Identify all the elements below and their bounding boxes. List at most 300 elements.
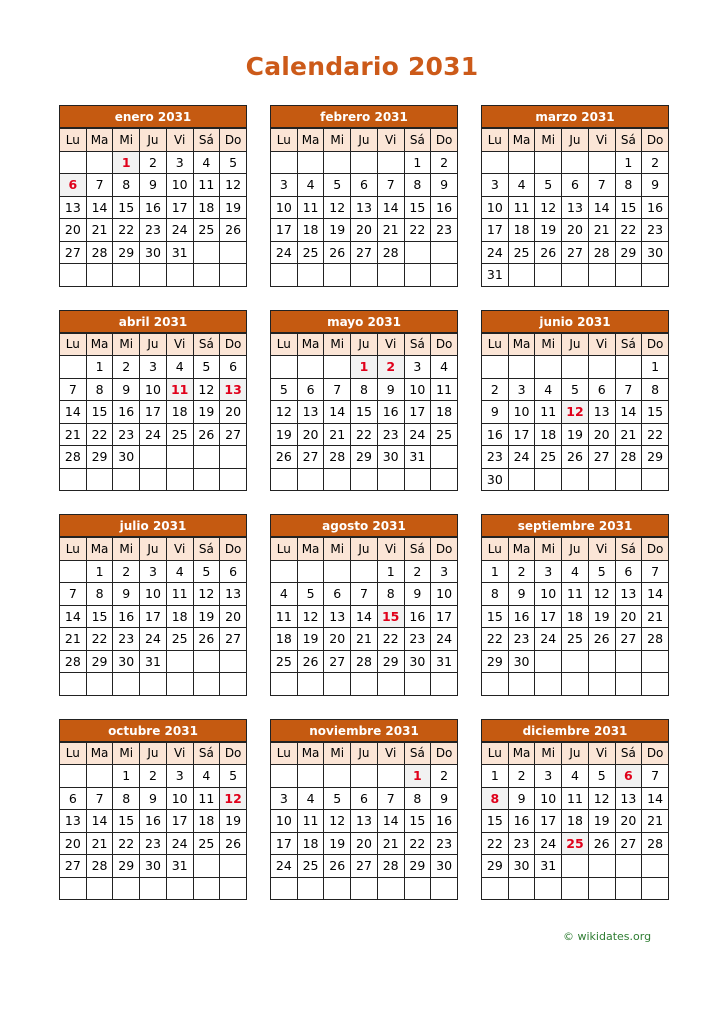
day-cell: 23 xyxy=(113,423,140,446)
day-cell: 12 xyxy=(324,810,351,833)
week-row xyxy=(271,378,458,401)
empty-day-cell xyxy=(271,877,298,900)
empty-day-cell xyxy=(562,356,589,379)
month-table xyxy=(270,333,458,492)
day-cell: 28 xyxy=(60,650,87,673)
empty-day-cell xyxy=(166,264,193,287)
day-cell: 10 xyxy=(140,583,167,606)
holiday-day-cell: 1 xyxy=(404,765,431,788)
empty-day-cell xyxy=(482,356,509,379)
week-row xyxy=(60,832,247,855)
empty-day-cell xyxy=(113,264,140,287)
day-cell: 26 xyxy=(220,219,247,242)
empty-day-cell xyxy=(588,151,615,174)
weekday-header: Mi xyxy=(113,538,140,561)
day-cell: 27 xyxy=(60,855,87,878)
day-cell: 15 xyxy=(86,401,113,424)
day-cell: 9 xyxy=(140,787,167,810)
day-cell: 2 xyxy=(140,151,167,174)
day-cell: 24 xyxy=(508,446,535,469)
empty-day-cell xyxy=(615,264,642,287)
day-cell: 8 xyxy=(113,174,140,197)
month-header: enero 2031 xyxy=(59,105,247,128)
empty-day-cell xyxy=(324,356,351,379)
day-cell: 23 xyxy=(642,219,669,242)
week-row xyxy=(271,356,458,379)
weekday-header: Vi xyxy=(377,742,404,765)
weekday-header: Vi xyxy=(166,538,193,561)
weekday-header: Ju xyxy=(351,333,378,356)
day-cell: 24 xyxy=(140,423,167,446)
weekday-header: Ju xyxy=(140,538,167,561)
day-cell: 30 xyxy=(140,241,167,264)
day-cell: 24 xyxy=(535,832,562,855)
day-cell: 8 xyxy=(351,378,378,401)
day-cell: 10 xyxy=(508,401,535,424)
weekday-header: Ju xyxy=(351,742,378,765)
empty-day-cell xyxy=(404,264,431,287)
day-cell: 27 xyxy=(220,423,247,446)
day-cell: 18 xyxy=(193,196,220,219)
day-cell: 5 xyxy=(588,765,615,788)
week-row xyxy=(482,583,669,606)
weekday-header: Lu xyxy=(482,742,509,765)
day-cell: 13 xyxy=(615,787,642,810)
weekday-header: Sá xyxy=(615,742,642,765)
empty-day-cell xyxy=(588,468,615,491)
week-row xyxy=(60,401,247,424)
holiday-day-cell: 15 xyxy=(377,605,404,628)
day-cell: 27 xyxy=(351,855,378,878)
day-cell: 30 xyxy=(113,446,140,469)
day-cell: 22 xyxy=(113,832,140,855)
week-row xyxy=(60,174,247,197)
day-cell: 19 xyxy=(588,810,615,833)
empty-day-cell xyxy=(615,877,642,900)
week-row xyxy=(271,219,458,242)
day-cell: 3 xyxy=(140,356,167,379)
day-cell: 4 xyxy=(166,356,193,379)
day-cell: 14 xyxy=(588,196,615,219)
day-cell: 26 xyxy=(297,650,324,673)
month-header: febrero 2031 xyxy=(270,105,458,128)
day-cell: 26 xyxy=(562,446,589,469)
month-header: abril 2031 xyxy=(59,310,247,333)
day-cell: 19 xyxy=(562,423,589,446)
day-cell: 14 xyxy=(377,810,404,833)
weekday-row xyxy=(482,129,669,152)
weekday-header: Ju xyxy=(562,333,589,356)
day-cell: 12 xyxy=(297,605,324,628)
empty-day-cell xyxy=(482,877,509,900)
month-table xyxy=(59,742,247,901)
month-calendar xyxy=(270,105,458,287)
empty-day-cell xyxy=(615,356,642,379)
week-row xyxy=(482,855,669,878)
day-cell: 23 xyxy=(377,423,404,446)
month-table xyxy=(481,333,669,492)
day-cell: 10 xyxy=(271,196,298,219)
day-cell: 29 xyxy=(482,855,509,878)
day-cell: 8 xyxy=(113,787,140,810)
day-cell: 17 xyxy=(166,196,193,219)
month-table xyxy=(270,537,458,696)
day-cell: 8 xyxy=(86,583,113,606)
day-cell: 15 xyxy=(113,196,140,219)
day-cell: 7 xyxy=(351,583,378,606)
week-row xyxy=(60,151,247,174)
day-cell: 3 xyxy=(535,765,562,788)
month-header: noviembre 2031 xyxy=(270,719,458,742)
holiday-day-cell: 6 xyxy=(60,174,87,197)
day-cell: 24 xyxy=(271,241,298,264)
weekday-header: Do xyxy=(431,742,458,765)
day-cell: 31 xyxy=(166,855,193,878)
month-table xyxy=(59,128,247,287)
day-cell: 24 xyxy=(404,423,431,446)
empty-day-cell xyxy=(615,650,642,673)
empty-day-cell xyxy=(535,877,562,900)
month-calendar xyxy=(481,719,669,901)
empty-day-cell xyxy=(615,468,642,491)
day-cell: 22 xyxy=(615,219,642,242)
day-cell: 26 xyxy=(588,628,615,651)
day-cell: 14 xyxy=(86,196,113,219)
day-cell: 26 xyxy=(588,832,615,855)
weekday-row xyxy=(482,742,669,765)
day-cell: 19 xyxy=(297,628,324,651)
month-calendar xyxy=(481,105,669,287)
day-cell: 13 xyxy=(588,401,615,424)
day-cell: 12 xyxy=(588,787,615,810)
day-cell: 2 xyxy=(113,560,140,583)
day-cell: 20 xyxy=(351,832,378,855)
day-cell: 21 xyxy=(60,423,87,446)
day-cell: 14 xyxy=(60,605,87,628)
months-grid xyxy=(59,105,669,900)
weekday-header: Ma xyxy=(86,538,113,561)
day-cell: 15 xyxy=(86,605,113,628)
weekday-header: Lu xyxy=(60,742,87,765)
day-cell: 6 xyxy=(324,583,351,606)
day-cell: 7 xyxy=(588,174,615,197)
day-cell: 25 xyxy=(166,628,193,651)
day-cell: 8 xyxy=(615,174,642,197)
empty-day-cell xyxy=(588,673,615,696)
day-cell: 12 xyxy=(324,196,351,219)
day-cell: 6 xyxy=(60,787,87,810)
day-cell: 20 xyxy=(324,628,351,651)
weekday-row xyxy=(60,129,247,152)
weekday-header: Do xyxy=(642,333,669,356)
weekday-header: Lu xyxy=(271,129,298,152)
empty-day-cell xyxy=(193,855,220,878)
day-cell: 18 xyxy=(431,401,458,424)
empty-day-cell xyxy=(220,241,247,264)
day-cell: 20 xyxy=(615,605,642,628)
day-cell: 2 xyxy=(508,560,535,583)
weekday-header: Sá xyxy=(615,129,642,152)
day-cell: 12 xyxy=(193,583,220,606)
day-cell: 13 xyxy=(60,196,87,219)
week-row xyxy=(482,378,669,401)
day-cell: 2 xyxy=(404,560,431,583)
weekday-header: Do xyxy=(431,333,458,356)
empty-day-cell xyxy=(615,673,642,696)
weekday-header: Do xyxy=(220,129,247,152)
holiday-day-cell: 1 xyxy=(351,356,378,379)
day-cell: 9 xyxy=(642,174,669,197)
day-cell: 20 xyxy=(615,810,642,833)
empty-day-cell xyxy=(86,765,113,788)
day-cell: 12 xyxy=(588,583,615,606)
day-cell: 2 xyxy=(113,356,140,379)
empty-day-cell xyxy=(642,264,669,287)
week-row xyxy=(60,877,247,900)
empty-day-cell xyxy=(377,264,404,287)
day-cell: 28 xyxy=(588,241,615,264)
day-cell: 8 xyxy=(404,174,431,197)
week-row xyxy=(271,151,458,174)
day-cell: 23 xyxy=(113,628,140,651)
weekday-header: Ju xyxy=(351,129,378,152)
empty-day-cell xyxy=(351,877,378,900)
day-cell: 4 xyxy=(166,560,193,583)
week-row xyxy=(482,196,669,219)
day-cell: 24 xyxy=(140,628,167,651)
day-cell: 10 xyxy=(166,787,193,810)
empty-day-cell xyxy=(588,356,615,379)
empty-day-cell xyxy=(351,151,378,174)
empty-day-cell xyxy=(431,264,458,287)
day-cell: 25 xyxy=(508,241,535,264)
weekday-header: Mi xyxy=(113,129,140,152)
empty-day-cell xyxy=(297,560,324,583)
day-cell: 11 xyxy=(562,583,589,606)
day-cell: 7 xyxy=(60,378,87,401)
day-cell: 6 xyxy=(220,560,247,583)
day-cell: 22 xyxy=(86,423,113,446)
weekday-header: Do xyxy=(431,538,458,561)
month-header: mayo 2031 xyxy=(270,310,458,333)
day-cell: 22 xyxy=(377,628,404,651)
day-cell: 3 xyxy=(271,787,298,810)
empty-day-cell xyxy=(220,855,247,878)
week-row xyxy=(482,423,669,446)
empty-day-cell xyxy=(193,468,220,491)
empty-day-cell xyxy=(404,468,431,491)
day-cell: 17 xyxy=(271,832,298,855)
day-cell: 15 xyxy=(404,196,431,219)
day-cell: 18 xyxy=(297,219,324,242)
day-cell: 23 xyxy=(482,446,509,469)
empty-day-cell xyxy=(60,151,87,174)
day-cell: 24 xyxy=(166,219,193,242)
day-cell: 29 xyxy=(113,241,140,264)
day-cell: 11 xyxy=(166,583,193,606)
weekday-header: Sá xyxy=(193,333,220,356)
day-cell: 31 xyxy=(140,650,167,673)
day-cell: 20 xyxy=(60,219,87,242)
empty-day-cell xyxy=(535,151,562,174)
day-cell: 11 xyxy=(535,401,562,424)
empty-day-cell xyxy=(60,673,87,696)
empty-day-cell xyxy=(404,877,431,900)
weekday-header: Mi xyxy=(113,333,140,356)
day-cell: 30 xyxy=(113,650,140,673)
day-cell: 16 xyxy=(377,401,404,424)
week-row xyxy=(60,787,247,810)
week-row xyxy=(60,423,247,446)
empty-day-cell xyxy=(324,151,351,174)
week-row xyxy=(60,219,247,242)
empty-day-cell xyxy=(431,877,458,900)
month-calendar xyxy=(270,310,458,492)
empty-day-cell xyxy=(113,468,140,491)
day-cell: 8 xyxy=(86,378,113,401)
day-cell: 10 xyxy=(535,583,562,606)
weekday-header: Mi xyxy=(535,129,562,152)
empty-day-cell xyxy=(324,765,351,788)
day-cell: 13 xyxy=(615,583,642,606)
weekday-header: Mi xyxy=(535,333,562,356)
weekday-header: Mi xyxy=(324,742,351,765)
day-cell: 16 xyxy=(140,196,167,219)
empty-day-cell xyxy=(588,877,615,900)
day-cell: 5 xyxy=(193,560,220,583)
day-cell: 12 xyxy=(193,378,220,401)
day-cell: 4 xyxy=(271,583,298,606)
day-cell: 23 xyxy=(140,832,167,855)
empty-day-cell xyxy=(297,673,324,696)
weekday-header: Ma xyxy=(297,129,324,152)
day-cell: 29 xyxy=(351,446,378,469)
day-cell: 16 xyxy=(113,605,140,628)
day-cell: 27 xyxy=(588,446,615,469)
day-cell: 9 xyxy=(482,401,509,424)
day-cell: 28 xyxy=(377,241,404,264)
day-cell: 2 xyxy=(431,151,458,174)
empty-day-cell xyxy=(86,877,113,900)
day-cell: 6 xyxy=(220,356,247,379)
empty-day-cell xyxy=(86,264,113,287)
week-row xyxy=(271,628,458,651)
empty-day-cell xyxy=(113,673,140,696)
day-cell: 18 xyxy=(562,810,589,833)
month-header: junio 2031 xyxy=(481,310,669,333)
day-cell: 11 xyxy=(193,787,220,810)
day-cell: 4 xyxy=(535,378,562,401)
week-row xyxy=(271,560,458,583)
week-row xyxy=(271,765,458,788)
day-cell: 3 xyxy=(535,560,562,583)
empty-day-cell xyxy=(351,468,378,491)
day-cell: 16 xyxy=(140,810,167,833)
day-cell: 21 xyxy=(324,423,351,446)
week-row xyxy=(482,401,669,424)
weekday-row xyxy=(271,538,458,561)
month-table xyxy=(481,537,669,696)
empty-day-cell xyxy=(508,264,535,287)
empty-day-cell xyxy=(297,877,324,900)
weekday-header: Ju xyxy=(562,538,589,561)
weekday-row xyxy=(482,333,669,356)
day-cell: 9 xyxy=(508,787,535,810)
day-cell: 4 xyxy=(431,356,458,379)
weekday-header: Vi xyxy=(166,333,193,356)
weekday-header: Mi xyxy=(324,538,351,561)
day-cell: 2 xyxy=(140,765,167,788)
weekday-header: Do xyxy=(220,742,247,765)
day-cell: 14 xyxy=(377,196,404,219)
day-cell: 16 xyxy=(642,196,669,219)
day-cell: 14 xyxy=(351,605,378,628)
day-cell: 10 xyxy=(140,378,167,401)
empty-day-cell xyxy=(60,877,87,900)
day-cell: 5 xyxy=(324,174,351,197)
weekday-header: Ju xyxy=(140,333,167,356)
weekday-header: Vi xyxy=(377,333,404,356)
empty-day-cell xyxy=(431,241,458,264)
weekday-header: Ju xyxy=(562,129,589,152)
empty-day-cell xyxy=(220,650,247,673)
holiday-day-cell: 2 xyxy=(377,356,404,379)
day-cell: 3 xyxy=(166,151,193,174)
empty-day-cell xyxy=(166,446,193,469)
day-cell: 17 xyxy=(140,401,167,424)
day-cell: 18 xyxy=(535,423,562,446)
day-cell: 25 xyxy=(297,855,324,878)
day-cell: 9 xyxy=(113,583,140,606)
day-cell: 2 xyxy=(482,378,509,401)
empty-day-cell xyxy=(615,855,642,878)
day-cell: 23 xyxy=(508,832,535,855)
day-cell: 28 xyxy=(377,855,404,878)
empty-day-cell xyxy=(166,468,193,491)
day-cell: 13 xyxy=(351,196,378,219)
weekday-header: Ma xyxy=(86,129,113,152)
week-row xyxy=(271,446,458,469)
day-cell: 26 xyxy=(535,241,562,264)
weekday-header: Lu xyxy=(60,333,87,356)
day-cell: 2 xyxy=(431,765,458,788)
day-cell: 16 xyxy=(431,196,458,219)
empty-day-cell xyxy=(351,673,378,696)
day-cell: 10 xyxy=(166,174,193,197)
week-row xyxy=(60,810,247,833)
weekday-row xyxy=(482,538,669,561)
month-calendar xyxy=(59,719,247,901)
day-cell: 1 xyxy=(86,560,113,583)
holiday-day-cell: 8 xyxy=(482,787,509,810)
day-cell: 29 xyxy=(86,446,113,469)
weekday-row xyxy=(60,333,247,356)
weekday-header: Do xyxy=(642,129,669,152)
day-cell: 10 xyxy=(482,196,509,219)
day-cell: 13 xyxy=(297,401,324,424)
day-cell: 9 xyxy=(140,174,167,197)
day-cell: 31 xyxy=(482,264,509,287)
day-cell: 25 xyxy=(535,446,562,469)
empty-day-cell xyxy=(60,560,87,583)
weekday-row xyxy=(271,129,458,152)
day-cell: 4 xyxy=(193,765,220,788)
empty-day-cell xyxy=(297,151,324,174)
week-row xyxy=(60,356,247,379)
day-cell: 18 xyxy=(193,810,220,833)
day-cell: 11 xyxy=(562,787,589,810)
day-cell: 3 xyxy=(271,174,298,197)
